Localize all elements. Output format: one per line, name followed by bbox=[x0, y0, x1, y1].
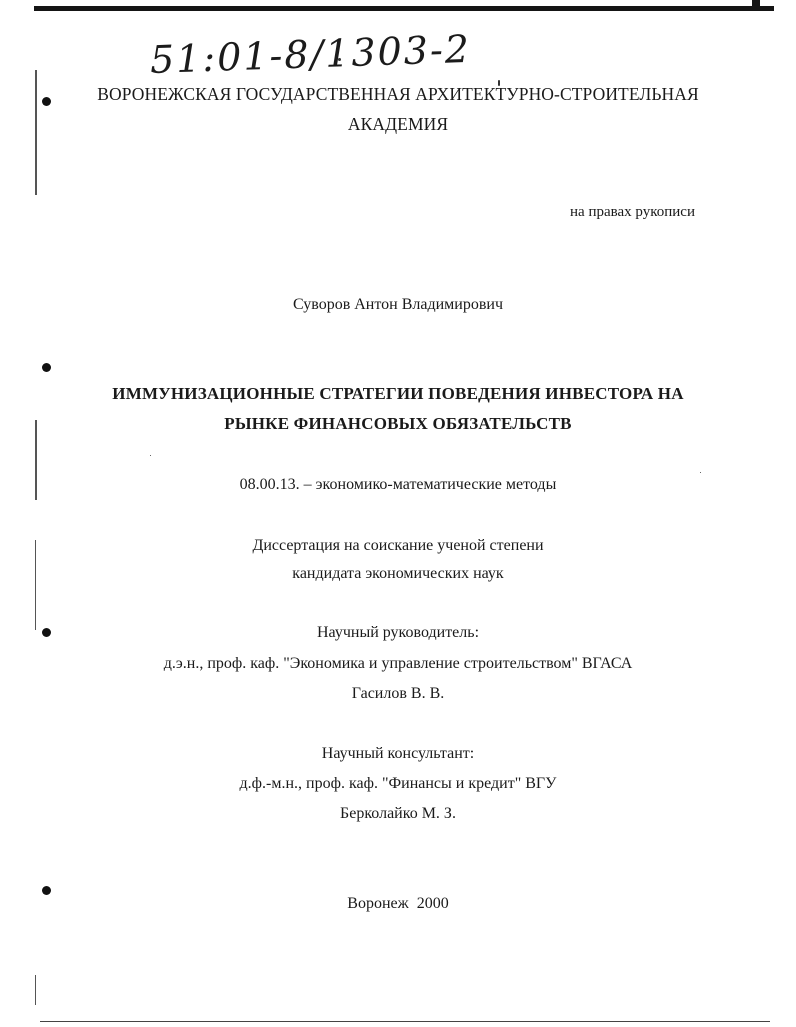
institution-name-line1: ВОРОНЕЖСКАЯ ГОСУДАРСТВЕННАЯ АРХИТЕКТУРНО-СТРОИТЕЛЬНАЯ bbox=[97, 84, 699, 104]
binding-hole-mark bbox=[42, 363, 51, 372]
specialty-code: 08.00.13. – экономико-математические методы bbox=[239, 476, 557, 493]
scan-left-edge bbox=[35, 975, 36, 1005]
consultant-details: д.ф.-м.н., проф. каф. "Финансы и кредит" ВГУ bbox=[239, 775, 557, 792]
scan-speck bbox=[150, 455, 151, 456]
consultant-name: Берколайко М. З. bbox=[340, 805, 456, 822]
dissertation-title-line1: ИММУНИЗАЦИОННЫЕ СТРАТЕГИИ ПОВЕДЕНИЯ ИНВЕСТОРА НА bbox=[112, 384, 684, 403]
dissertation-title-line2: РЫНКЕ ФИНАНСОВЫХ ОБЯЗАТЕЛЬСТВ bbox=[224, 414, 572, 433]
scan-top-border bbox=[34, 6, 774, 11]
institution-name-line2: АКАДЕМИЯ bbox=[347, 114, 449, 134]
supervisor-label: Научный руководитель: bbox=[316, 624, 480, 641]
manuscript-rights-note: на правах рукописи bbox=[570, 204, 695, 220]
supervisor-name: Гасилов В. В. bbox=[351, 685, 445, 702]
author-name: Суворов Антон Владимирович bbox=[292, 296, 504, 313]
supervisor-details: д.э.н., проф. каф. "Экономика и управление строительством" ВГАСА bbox=[163, 655, 633, 672]
degree-line2: кандидата экономических наук bbox=[292, 565, 504, 582]
consultant-label: Научный консультант: bbox=[321, 745, 475, 762]
scan-speck bbox=[700, 472, 701, 473]
degree-line1: Диссертация на соискание ученой степени bbox=[252, 537, 544, 554]
city-and-year: Воронеж 2000 bbox=[347, 895, 449, 912]
binding-hole-mark bbox=[42, 886, 51, 895]
scan-top-mark bbox=[752, 0, 760, 8]
handwritten-archive-number: 51:01-8/1303-2 bbox=[149, 26, 472, 82]
scan-bottom-border bbox=[40, 1021, 770, 1022]
